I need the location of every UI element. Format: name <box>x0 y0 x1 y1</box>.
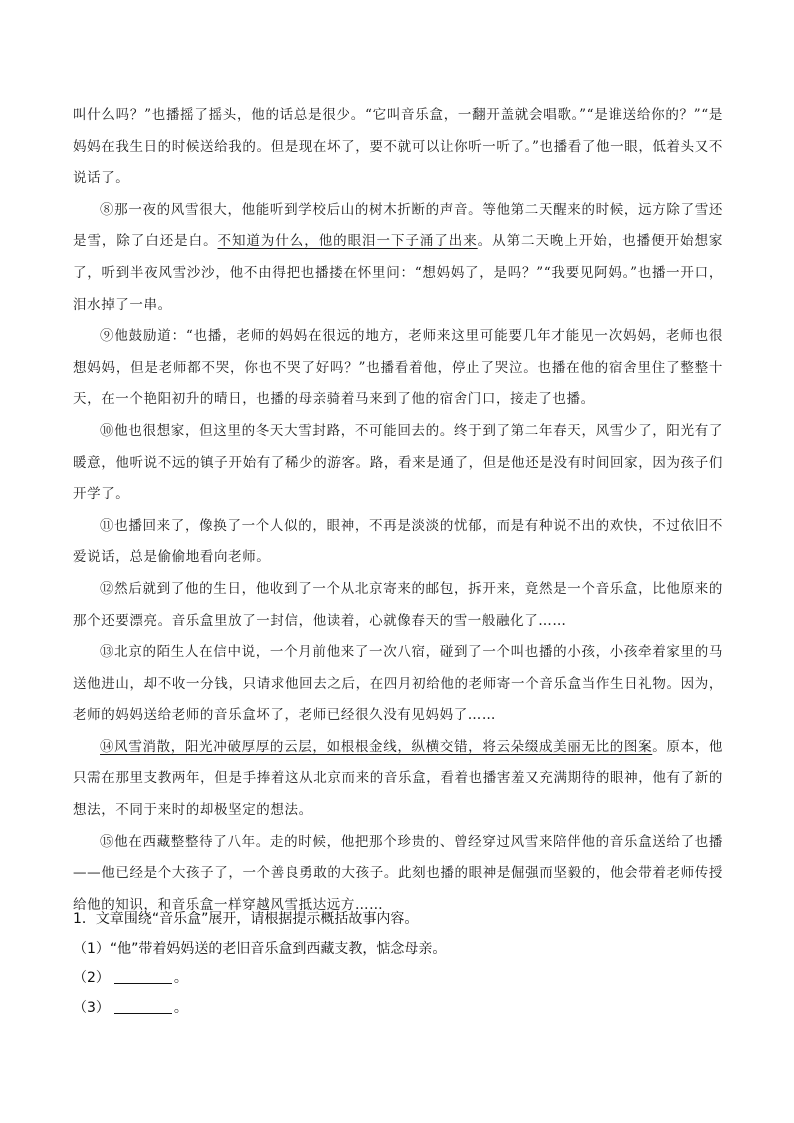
question-1-prompt: 1．文章围绕“音乐盒”展开，请根据提示概括故事内容。 <box>73 911 419 927</box>
paragraph-11: ⑪也播回来了，像换了一个人似的，眼神，不再是淡淡的忧郁，而是有种说不出的欢快，不过依旧不爱说话，总是偷偷地看向老师。 <box>73 517 723 566</box>
paragraph-13: ⑬北京的陌生人在信中说，一个月前他来了一次八宿，碰到了一个叫也播的小孩，小孩牵着家里的马送他进山，却不收一分钱，只请求他回去之后，在四月初给他的老师寄一个音乐盒当作生日礼物。因为，老师的妈妈送给老师的音乐盒坏了，老师已经很久没有见妈妈了…… <box>73 644 723 724</box>
step-3-period: 。 <box>173 999 188 1016</box>
paragraph-8-underlined-sentence: 不知道为什么，他的眼泪一下子涌了出来 <box>217 233 478 250</box>
answer-blank-3[interactable] <box>114 999 172 1014</box>
answer-blank-2[interactable] <box>114 969 172 984</box>
question-section <box>73 905 723 1023</box>
question-1-step-1: （1）“他”带着妈妈送的老旧音乐盒到西藏支教，惦念母亲。 <box>73 940 447 957</box>
paragraph-14-text: 。原本，他只需在那里支教两年，但是手捧着这从北京而来的音乐盒，看着也播害羞又充满期待的眼神，他有了新的想法，不同于来时的却极坚定的想法。 <box>73 738 724 819</box>
paragraph-10: ⑩他也很想家，但这里的冬天大雪封路，不可能回去的。终于到了第二年春天，风雪少了，阳光有了暖意，他听说不远的镇子开始有了稀少的游客。路，看来是通了，但是他还是没有时间回家，因为孩子们开学了。 <box>73 422 723 503</box>
paragraph-14 <box>73 732 723 827</box>
reading-passage <box>73 100 723 921</box>
paragraph-7-continuation: 叫什么吗？”也播摇了摇头，他的话总是很少。“它叫音乐盒，一翻开盖就会唱歌。”“是谁送给你的？”“是妈妈在我生日的时候送给我的。但是现在坏了，要不就可以让你听一听了。”也播看了他一眼，低着头又不说话了。 <box>73 107 723 187</box>
step-2-label: （2） <box>73 970 110 986</box>
question-1-step-2 <box>73 964 723 994</box>
paragraph-15: ⑮他在西藏整整待了八年。走的时候，他把那个珍贵的、曾经穿过风雪来陪伴他的音乐盒送给了也播——他已经是个大孩子了，一个善良勇敢的大孩子。此刻也播的眼神是倔强而坚毅的，他会带着老师传授给他的知识，和音乐盒一样穿越风雪抵达远方…… <box>73 833 723 913</box>
paragraph-12: ⑫然后就到了他的生日，他收到了一个从北京寄来的邮包，拆开来，竟然是一个音乐盒，比他原来的那个还要漂亮。音乐盒里放了一封信，他读着，心就像春天的雪一般融化了…… <box>73 580 723 629</box>
step-2-period: 。 <box>173 970 188 986</box>
paragraph-8-text-b: 。从第二天晚上开始，也播便开始想家了，听到半夜风雪沙沙，他不由得把也播搂在怀里问：“想妈妈了，是吗？”“我要见阿妈。”也播一开口，泪水掉了一串。 <box>73 233 724 313</box>
paragraph-8-text-a: ⑧那一夜的风雪很大，他能听到学校后山的树木折断的声音。等他第二天醒来的时候，远方除了雪还是雪，除了白还是白。 <box>73 201 723 250</box>
paragraph-9: ⑨他鼓励道：“也播，老师的妈妈在很远的地方，老师来这里可能要几年才能见一次妈妈，老师也很想妈妈，但是老师都不哭，你也不哭了好吗？”也播看着他，停止了哭泣。也播在他的宿舍里住了整整十天，在一个艳阳初升的晴日，也播的母亲骑着马来到了他的宿舍门口，接走了也播。 <box>73 328 723 408</box>
paragraph-8 <box>73 195 723 321</box>
paragraph-14-underlined-sentence: ⑭风雪消散，阳光冲破厚厚的云层，如根根金线，纵横交错，将云朵缀成美丽无比的图案 <box>100 738 653 755</box>
question-1-step-3 <box>73 994 723 1024</box>
step-3-label: （3） <box>73 999 110 1016</box>
